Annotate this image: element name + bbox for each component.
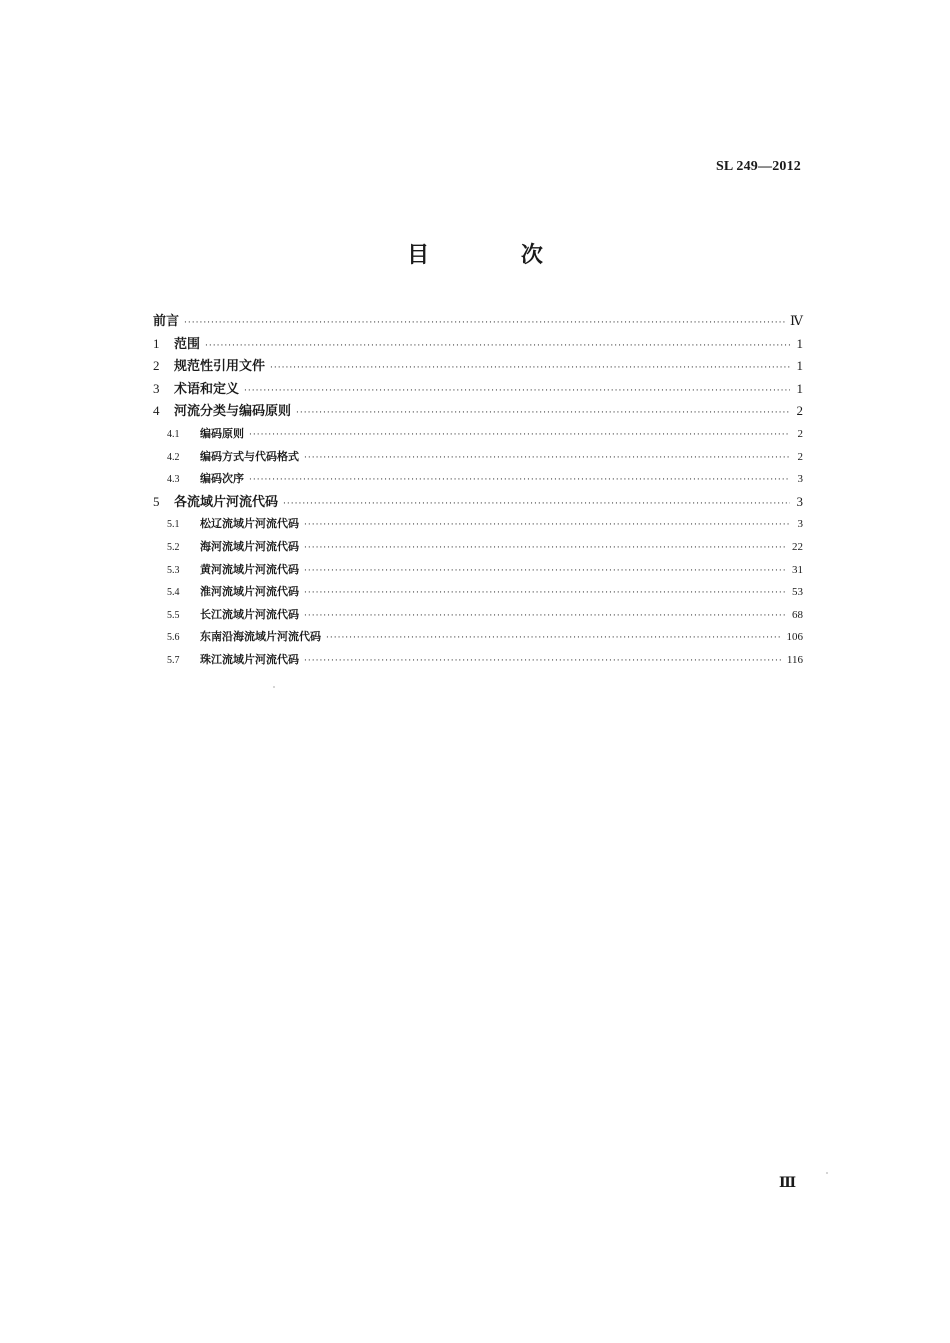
dot-leader [244, 380, 790, 403]
toc-entry-5-3[interactable] [153, 559, 803, 582]
toc-entry-label: 黄河流域片河流代码 [200, 562, 299, 576]
toc-entry-number: 3 [153, 380, 160, 396]
toc-entry-number: 5.6 [167, 632, 180, 644]
toc-entry-page: Ⅳ [790, 313, 803, 328]
toc-entry-label: 珠江流域片河流代码 [200, 652, 299, 666]
toc-entry-foreword[interactable] [153, 310, 803, 333]
toc-entry-label: 前言 [153, 314, 180, 329]
toc-entry-number: 5.5 [167, 609, 180, 621]
toc-entry-label: 规范性引用文件 [174, 359, 266, 375]
toc-entry-page: 22 [792, 540, 803, 553]
toc-title: 目 次 [407, 243, 585, 268]
toc-entry-number: 5.2 [167, 541, 180, 553]
toc-entry-5-4[interactable] [153, 581, 803, 604]
toc-entry-number: 4.1 [167, 428, 180, 440]
toc-entry-3[interactable] [153, 378, 803, 401]
standard-code: SL 249—2012 [715, 159, 801, 174]
toc-entry-4-1[interactable] [153, 423, 803, 446]
toc-entry-number: 4.3 [167, 474, 180, 486]
toc-entry-5-2[interactable] [153, 536, 803, 559]
toc-entry-5-6[interactable] [153, 626, 803, 649]
dot-leader [304, 650, 782, 673]
page-number: Ⅲ [779, 1176, 797, 1191]
toc-entry-page: 3 [797, 518, 803, 531]
toc-entry-page: 3 [797, 473, 803, 486]
toc-entry-label: 术语和定义 [174, 381, 240, 397]
dot-leader [326, 627, 782, 650]
dot-leader [283, 493, 790, 516]
toc-entry-number: 5.3 [167, 564, 180, 576]
scan-speck [273, 686, 275, 688]
toc-entry-label: 松辽流域片河流代码 [200, 517, 299, 531]
toc-entry-page: 2 [796, 403, 803, 419]
toc-entry-page: 3 [796, 493, 803, 509]
toc-entry-label: 东南沿海流域片河流代码 [200, 630, 321, 644]
toc-entry-label: 范围 [174, 336, 201, 352]
toc-entry-2[interactable] [153, 355, 803, 378]
toc-entry-label: 长江流域片河流代码 [200, 607, 299, 621]
dot-leader [249, 469, 790, 492]
toc-entry-1[interactable] [153, 333, 803, 356]
scan-speck [826, 1172, 828, 1174]
table-of-contents [153, 310, 803, 672]
dot-leader [304, 582, 787, 605]
toc-entry-label: 编码方式与代码格式 [200, 449, 299, 463]
toc-entry-number: 5.4 [167, 587, 180, 599]
dot-leader [304, 560, 787, 583]
toc-entry-number: 5.7 [167, 654, 180, 666]
dot-leader [296, 402, 790, 425]
toc-entry-page: 106 [786, 631, 803, 644]
toc-entry-4-2[interactable] [153, 446, 803, 469]
toc-entry-5-7[interactable] [153, 649, 803, 672]
toc-entry-label: 海河流域片河流代码 [200, 539, 299, 553]
toc-entry-label: 淮河流域片河流代码 [200, 585, 299, 599]
toc-entry-page: 31 [792, 563, 803, 576]
dot-leader [304, 605, 787, 628]
toc-entry-label: 河流分类与编码原则 [174, 404, 292, 420]
toc-entry-number: 5.1 [167, 519, 180, 531]
toc-entry-label: 编码次序 [200, 472, 244, 486]
toc-entry-page: 53 [792, 586, 803, 599]
dot-leader [304, 447, 790, 470]
dot-leader [184, 312, 785, 335]
toc-entry-5-1[interactable] [153, 513, 803, 536]
toc-entry-number: 5 [153, 493, 160, 509]
toc-entry-page: 1 [796, 380, 803, 396]
toc-entry-4[interactable] [153, 400, 803, 423]
toc-entry-number: 1 [153, 335, 160, 351]
toc-entry-page: 1 [796, 335, 803, 351]
toc-entry-page: 116 [786, 653, 803, 666]
toc-entry-number: 4.2 [167, 451, 180, 463]
toc-entry-number: 2 [153, 358, 160, 374]
toc-entry-page: 1 [796, 358, 803, 374]
dot-leader [249, 424, 790, 447]
toc-entry-label: 编码原则 [200, 426, 244, 440]
dot-leader [205, 335, 790, 358]
toc-entry-5-5[interactable] [153, 604, 803, 627]
toc-entry-5[interactable] [153, 491, 803, 514]
toc-entry-label: 各流域片河流代码 [174, 494, 279, 510]
toc-entry-page: 2 [797, 450, 803, 463]
toc-entry-4-3[interactable] [153, 468, 803, 491]
toc-entry-page: 2 [797, 427, 803, 440]
toc-entry-number: 4 [153, 403, 160, 419]
dot-leader [304, 537, 787, 560]
dot-leader [304, 514, 790, 537]
toc-entry-page: 68 [792, 608, 803, 621]
dot-leader [270, 357, 790, 380]
